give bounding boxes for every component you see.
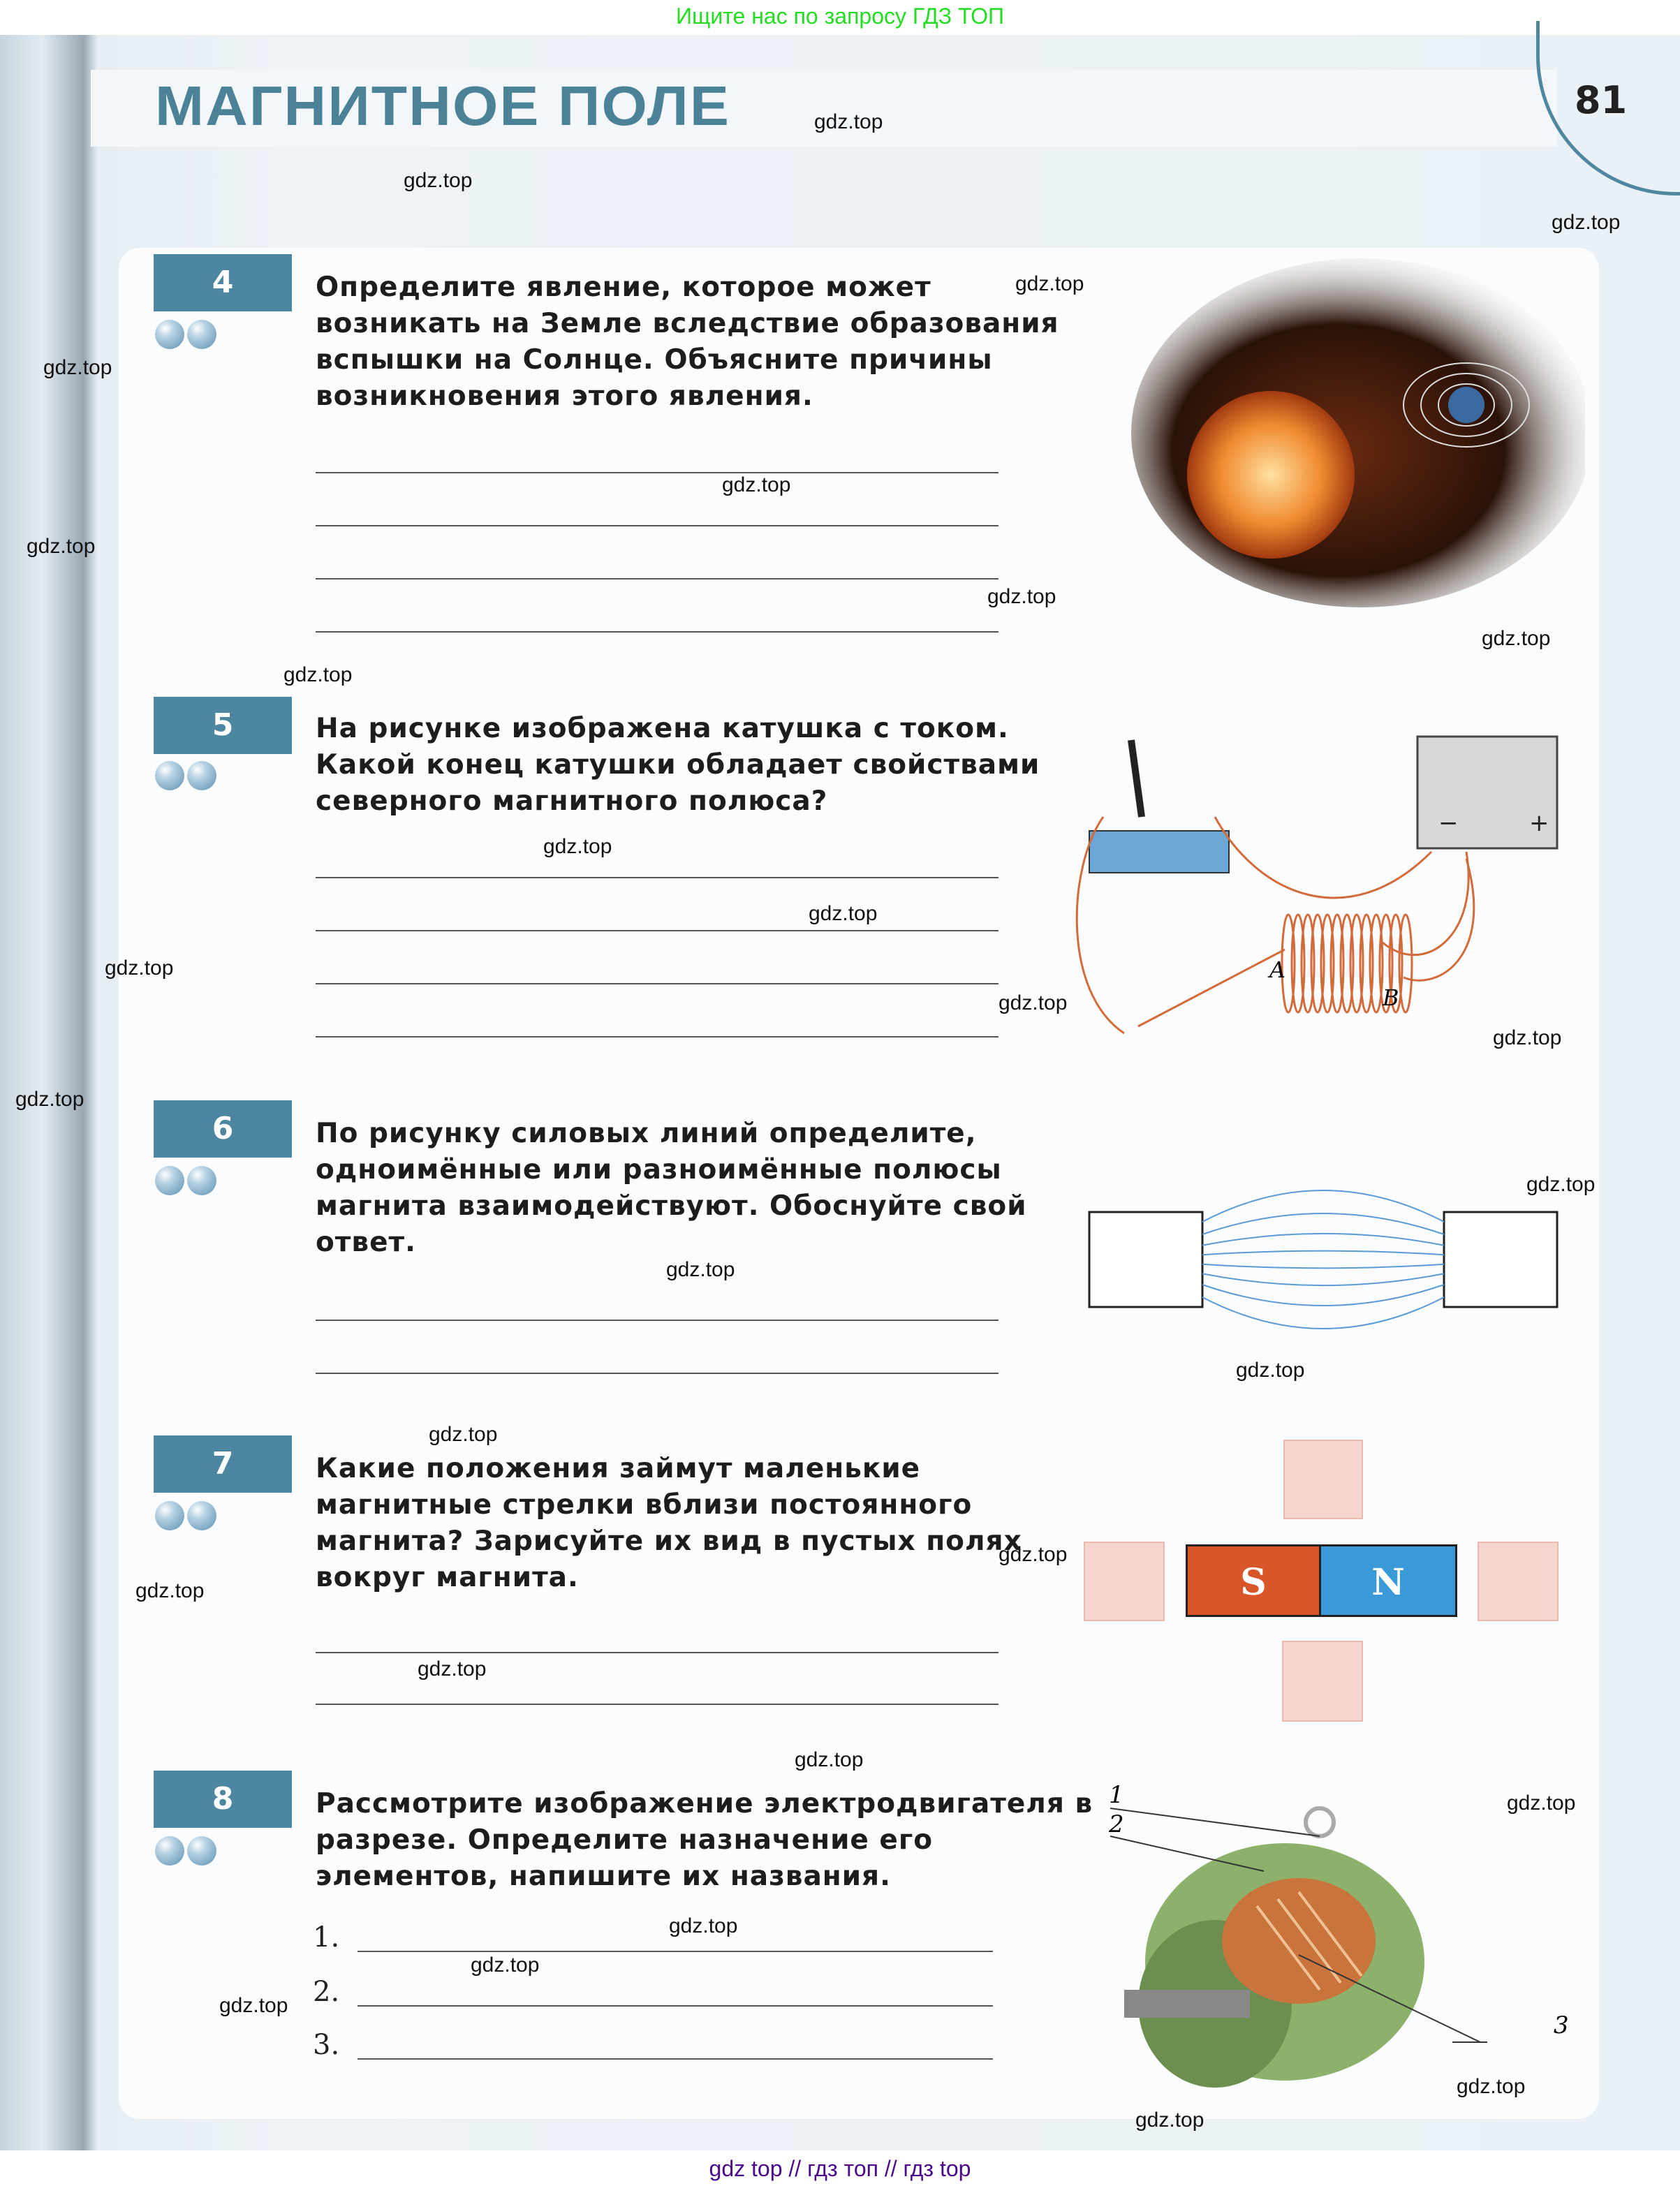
- field-line: [1202, 1190, 1444, 1222]
- magnet-pole-n: N: [1319, 1544, 1457, 1617]
- watermark: gdz.top: [999, 991, 1068, 1014]
- task-4-badge: 4: [154, 254, 292, 311]
- field-line: [1202, 1251, 1444, 1255]
- watermark: gdz.top: [809, 902, 878, 925]
- watermark: gdz.top: [814, 110, 883, 133]
- coil-circuit-illustration: [1047, 726, 1578, 1061]
- difficulty-icon: [155, 1166, 222, 1197]
- answer-line[interactable]: [316, 578, 999, 579]
- svg-text:2: 2: [1109, 1810, 1124, 1838]
- switch: [1089, 831, 1229, 873]
- answer-line[interactable]: [316, 877, 999, 878]
- drawing-field-right[interactable]: [1478, 1542, 1559, 1621]
- difficulty-icon: [155, 1836, 222, 1867]
- answer-line[interactable]: [316, 631, 999, 633]
- watermark: gdz.top: [543, 835, 612, 858]
- watermark: gdz.top: [43, 356, 112, 379]
- watermark: gdz.top: [795, 1748, 864, 1771]
- answer-line[interactable]: [316, 1704, 999, 1705]
- watermark: gdz.top: [15, 1088, 84, 1111]
- task-5-question: На рисунке изображена катушка с током. Какой конец катушки обладает свойствами северного магнитного полюса?: [316, 713, 1040, 817]
- watermark: gdz.top: [283, 663, 353, 686]
- task-6-badge: 6: [154, 1100, 292, 1158]
- watermark: gdz.top: [429, 1423, 498, 1446]
- page-number: 81: [1575, 78, 1628, 122]
- watermark: gdz.top: [471, 1954, 540, 1977]
- field-line: [1202, 1213, 1444, 1234]
- item-number: 2.: [313, 1976, 340, 2008]
- task-6-question: По рисунку силовых линий определите, одноимённые или разноимённые полюсы магнита взаимодействуют. Обоснуйте свой ответ.: [316, 1118, 1027, 1258]
- task-5-badge: 5: [154, 697, 292, 754]
- answer-line-3[interactable]: [358, 2058, 993, 2060]
- drawing-field-bottom[interactable]: [1282, 1641, 1363, 1722]
- task-4-question: Определите явление, которое может возникать на Земле вследствие образования вспышки на Солнце. Объясните причины возникновения этого явления.: [316, 272, 1059, 412]
- sun-earth-illustration: [1110, 258, 1585, 635]
- field-line: [1202, 1264, 1444, 1269]
- magnet-right: [1444, 1212, 1557, 1307]
- watermark: gdz.top: [1552, 211, 1621, 234]
- watermark: gdz.top: [1015, 272, 1084, 295]
- answer-line-1[interactable]: [358, 1951, 993, 1952]
- watermark: gdz.top: [722, 473, 791, 496]
- difficulty-icon: [155, 320, 222, 350]
- answer-line[interactable]: [316, 1373, 999, 1374]
- svg-text:B: B: [1383, 984, 1399, 1011]
- difficulty-icon: [155, 761, 222, 792]
- watermark: gdz.top: [135, 1579, 205, 1602]
- answer-line[interactable]: [316, 1652, 999, 1653]
- field-line: [1202, 1234, 1444, 1246]
- watermark: gdz.top: [404, 169, 473, 192]
- drawing-field-top[interactable]: [1283, 1440, 1363, 1519]
- watermark: gdz.top: [1236, 1359, 1305, 1382]
- answer-line[interactable]: [316, 930, 999, 931]
- watermark: gdz.top: [27, 535, 96, 558]
- watermark: gdz.top: [1482, 627, 1551, 650]
- watermark: gdz.top: [1526, 1173, 1596, 1196]
- answer-line-2[interactable]: [358, 2005, 993, 2007]
- watermark: gdz.top: [1493, 1026, 1562, 1049]
- footer-watermark: gdz top // гдз топ // гдз top: [0, 2151, 1680, 2186]
- item-number: 3.: [313, 2029, 340, 2061]
- answer-line[interactable]: [316, 525, 999, 526]
- answer-line[interactable]: [316, 1320, 999, 1321]
- difficulty-icon: [155, 1501, 222, 1532]
- watermark: gdz.top: [1457, 2075, 1526, 2098]
- item-number: 1.: [313, 1921, 340, 1954]
- drawing-field-left[interactable]: [1084, 1542, 1165, 1621]
- svg-text:−: −: [1438, 809, 1459, 837]
- top-banner: Ищите нас по запросу ГДЗ ТОП: [676, 3, 1004, 29]
- task-7-question: Какие положения займут маленькие магнитные стрелки вблизи постоянного магнита? Зарисуйте их вид в пустых полях вокруг магнита.: [316, 1453, 1022, 1593]
- task-8-badge: 8: [154, 1771, 292, 1828]
- watermark: gdz.top: [1507, 1792, 1576, 1815]
- task-7-badge: 7: [154, 1435, 292, 1493]
- field-lines-diagram: [1082, 1152, 1571, 1361]
- answer-line[interactable]: [316, 1036, 999, 1037]
- switch-handle: [1131, 740, 1142, 817]
- answer-line[interactable]: [316, 472, 999, 473]
- field-line: [1202, 1297, 1444, 1329]
- watermark: gdz.top: [999, 1543, 1068, 1566]
- magnet-left: [1089, 1212, 1202, 1307]
- electric-motor-illustration: [1089, 1780, 1592, 2102]
- watermark: gdz.top: [1135, 2109, 1204, 2132]
- svg-text:1: 1: [1109, 1781, 1124, 1809]
- task-8-question: Рассмотрите изображение электродвигателя в разрезе. Определите назначение его элементов, напишите их названия.: [316, 1788, 1093, 1892]
- answer-line[interactable]: [316, 983, 999, 984]
- svg-text:+: +: [1529, 809, 1549, 837]
- svg-text:A: A: [1269, 957, 1286, 983]
- field-line: [1202, 1273, 1444, 1285]
- watermark: gdz.top: [987, 585, 1056, 608]
- watermark: gdz.top: [418, 1657, 487, 1681]
- page-title: МАГНИТНОЕ ПОЛЕ: [155, 75, 730, 137]
- watermark: gdz.top: [219, 1994, 288, 2017]
- watermark: gdz.top: [666, 1258, 735, 1281]
- watermark: gdz.top: [669, 1914, 738, 1937]
- svg-text:3: 3: [1554, 2011, 1569, 2039]
- watermark: gdz.top: [105, 957, 174, 980]
- field-line: [1202, 1285, 1444, 1306]
- magnet-pole-s: S: [1186, 1544, 1321, 1617]
